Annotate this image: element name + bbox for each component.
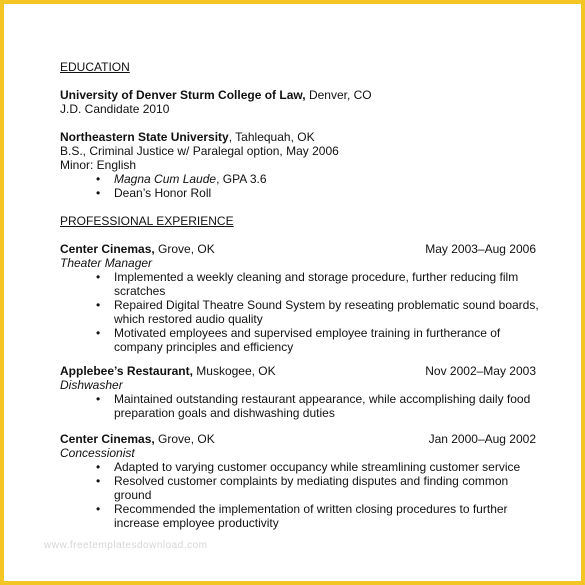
school-location: Denver, CO: [305, 88, 372, 102]
watermark: www.freetemplatesdownload.com: [44, 540, 208, 551]
employer-location: Muskogee, OK: [192, 364, 276, 378]
duty-item: • Maintained outstanding restaurant appearance, while accomplishing daily food preparation goals and dishwashing duties: [60, 392, 540, 420]
duty-item: • Recommended the implementation of written closing procedures to further increase employee productivity: [60, 502, 540, 530]
education-entry-1: [60, 88, 540, 116]
job-dates: Nov 2002–May 2003: [425, 364, 536, 378]
honor-text: , GPA 3.6: [216, 172, 267, 186]
job-title: Dishwasher: [60, 378, 123, 392]
duty-item: • Resolved customer complaints by mediating disputes and finding common ground: [60, 474, 540, 502]
education-heading: EDUCATION: [60, 60, 130, 74]
education-entry-2: [60, 130, 540, 200]
job-entry-3: [60, 432, 540, 530]
honor-item: [60, 172, 540, 186]
honor-text: Dean’s Honor Roll: [114, 186, 212, 200]
job-duties: [60, 270, 540, 354]
job-dates: May 2003–Aug 2006: [425, 242, 536, 256]
resume-page: [4, 4, 581, 581]
job-title: Theater Manager: [60, 256, 153, 270]
duty-item: • Motivated employees and supervised employee training in furtherance of company principles and efficiency: [60, 326, 540, 354]
degree-line: J.D. Candidate 2010: [60, 102, 170, 116]
school-name: Northeastern State University: [60, 130, 229, 144]
job-entry-2: [60, 364, 540, 420]
duty-item: • Implemented a weekly cleaning and storage procedure, further reducing film scratches: [60, 270, 540, 298]
job-dates: Jan 2000–Aug 2002: [428, 432, 536, 446]
job-entry-1: [60, 242, 540, 354]
school-location: , Tahlequah, OK: [228, 130, 315, 144]
experience-heading: PROFESSIONAL EXPERIENCE: [60, 214, 234, 228]
duty-item: • Repaired Digital Theatre Sound System by reseating problematic sound boards, which restored audio quality: [60, 298, 540, 326]
employer-name: Applebee’s Restaurant,: [60, 364, 193, 378]
employer-name: Center Cinemas,: [60, 432, 155, 446]
job-duties: [60, 460, 540, 530]
resume-content: [60, 60, 540, 530]
honors-list: [60, 172, 540, 200]
minor-line: Minor: English: [60, 158, 137, 172]
duty-item: • Adapted to varying customer occupancy while streamlining customer service: [60, 460, 540, 474]
job-duties: [60, 392, 540, 420]
school-name: University of Denver Sturm College of Law,: [60, 88, 306, 102]
employer-location: Grove, OK: [154, 432, 215, 446]
job-title: Concessionist: [60, 446, 135, 460]
honor-item: [60, 186, 540, 200]
employer-name: Center Cinemas,: [60, 242, 155, 256]
degree-line: B.S., Criminal Justice w/ Paralegal option, May 2006: [60, 144, 339, 158]
honor-italic: Magna Cum Laude: [114, 172, 217, 186]
employer-location: Grove, OK: [154, 242, 215, 256]
